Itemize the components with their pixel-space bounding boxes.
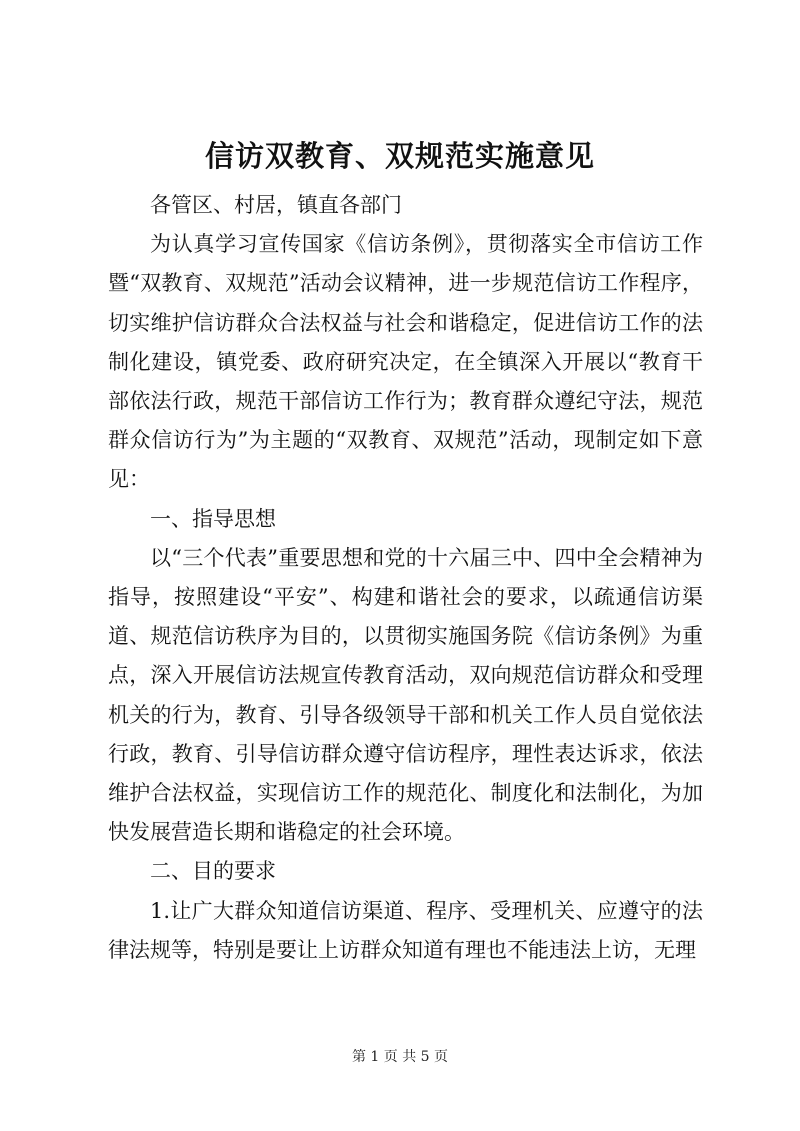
salutation: 各管区、村居，镇直各部门: [150, 193, 402, 217]
document-title: 信访双教育、双规范实施意见: [204, 139, 595, 173]
section-heading-goals: 二、目的要求: [150, 859, 276, 884]
section-heading-guiding-ideology: 一、指导思想: [150, 506, 276, 531]
paragraph-guiding-ideology: 以“三个代表”重要思想和党的十六届三中、四中全会精神为指导，按照建设“平安”、构建和谐社会的要求，以疏通信访渠道、规范信访秩序为目的，以贯彻实施国务院《信访条例》为重点，深入开展信访法规宣传教育活动，双向规范信访群众和受理机关的行为，教育、引导各级领导干部和机关工作人员自觉依法行政，教育、引导信访群众遵守信访程序，理性表达诉求，依法维护合法权益，实现信访工作的规范化、制度化和法制化，为加快发展营造长期和谐稳定的社会环境。: [108, 545, 703, 845]
page-footer: 第 1 页 共 5 页: [351, 1049, 449, 1065]
document-body: [108, 186, 703, 970]
paragraph-intro: 为认真学习宣传国家《信访条例》，贯彻落实全市信访工作暨“双教育、双规范”活动会议精神，进一步规范信访工作程序，切实维护信访群众合法权益与社会和谐稳定，促进信访工作的法制化建设，镇党委、政府研究决定，在全镇深入开展以“教育干部依法行政，规范干部信访工作行为；教育群众遵纪守法，规范群众信访行为”为主题的“双教育、双规范”活动，现制定如下意见：: [108, 232, 703, 492]
paragraph-goal-1: 1.让广大群众知道信访渠道、程序、受理机关、应遵守的法律法规等，特别是要让上访群众知道有理也不能违法上访，无理: [108, 898, 703, 962]
